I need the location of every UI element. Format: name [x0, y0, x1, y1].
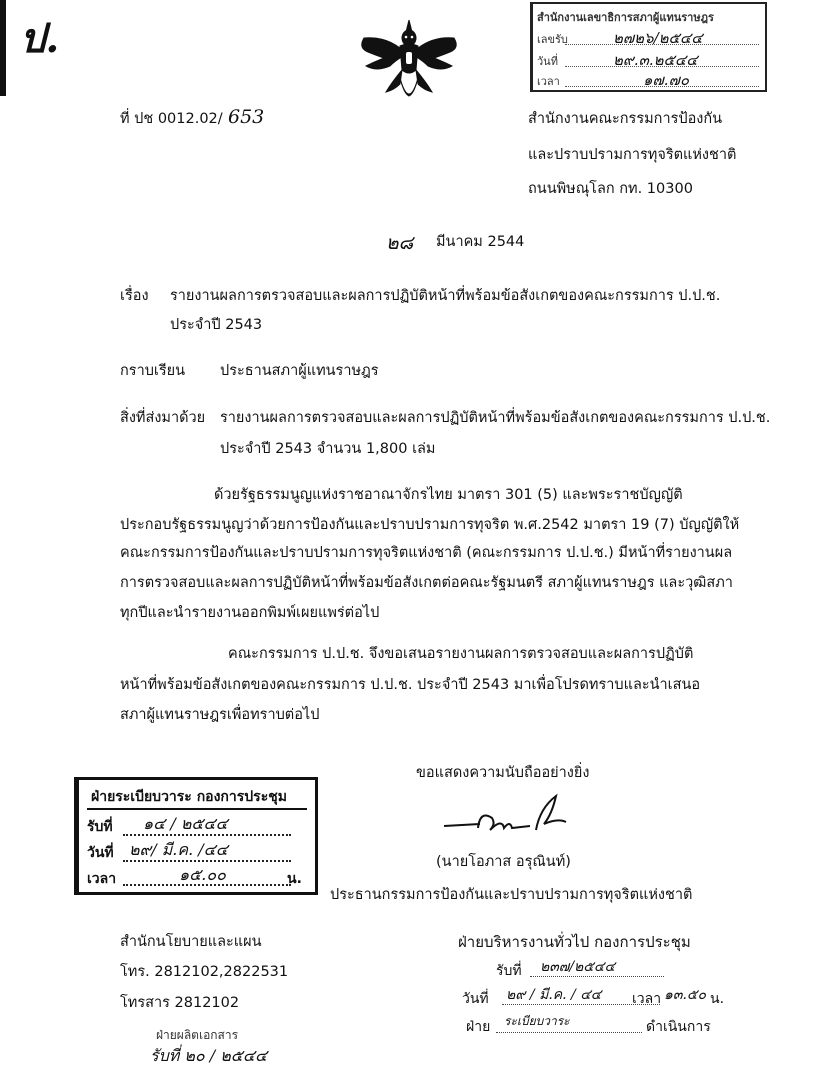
to-value: ประธานสภาผู้แทนราษฎร [220, 363, 379, 379]
stamp-time-value: ๑๓.๕๐ [664, 987, 707, 1003]
doc-number-value: 653 [228, 106, 265, 128]
sender-line-1: สำนักงานคณะกรรมการป้องกัน [528, 111, 723, 127]
paragraph-1-line: ทุกปีและนำรายงานออกพิมพ์เผยแพร่ต่อไป [120, 605, 380, 621]
stamp-number-value: ๑๔ / ๒๕๔๔ [143, 814, 228, 833]
stamp-dotted-line [496, 1032, 642, 1033]
date-text: มีนาคม 2544 [436, 234, 525, 250]
paragraph-1-line: ประกอบรัฐธรรมนูญว่าด้วยการป้องกันและปราบปรามการทุจริต พ.ศ.2542 มาตรา 19 (7) บัญญัติให้ [120, 517, 740, 533]
stamp-division-value: ระเบียบวาระ [504, 1014, 570, 1028]
signature-icon [440, 788, 580, 844]
paragraph-1-line: คณะกรรมการป้องกันและปราบปรามการทุจริตแห่งชาติ (คณะกรรมการ ป.ป.ช.) มีหน้าที่รายงานผล [120, 545, 733, 561]
stamp-label-number: รับที่ [87, 819, 113, 835]
sender-line-2: และปราบปรามการทุจริตแห่งชาติ [528, 147, 737, 163]
enclosure-line-1: รายงานผลการตรวจสอบและผลการปฏิบัติหน้าที่พร้อมข้อสังเกตของคณะกรรมการ ป.ป.ช. [220, 410, 771, 426]
stamp-time-value: ๑๗.๗๐ [643, 71, 690, 89]
received-stamp-top [530, 2, 767, 92]
stamp-number-value: ๒๗๒๖/๒๕๔๔ [613, 29, 703, 47]
sender-line-3: ถนนพิษณุโลก กท. 10300 [528, 181, 693, 197]
stamp-time-suffix: น. [710, 991, 725, 1007]
enclosure-line-2: ประจำปี 2543 จำนวน 1,800 เล่ม [220, 441, 436, 457]
paragraph-2-line: คณะกรรมการ ป.ป.ช. จึงขอเสนอรายงานผลการตรวจสอบและผลการปฏิบัติ [228, 646, 694, 662]
enclosure-label: สิ่งที่ส่งมาด้วย [120, 410, 206, 426]
stamp-label-division: ฝ่าย [466, 1019, 491, 1035]
stamp-label-time: เวลา [87, 871, 117, 887]
stamp-time-suffix: น. [287, 871, 302, 887]
bottom-cut-stamp-text: ฝ่ายผลิตเอกสาร [156, 1028, 239, 1042]
stamp-label-time: เวลา [632, 991, 662, 1007]
subject-line-1: รายงานผลการตรวจสอบและผลการปฏิบัติหน้าที่พร้อมข้อสังเกตของคณะกรรมการ ป.ป.ช. [170, 288, 721, 304]
stamp-label-time: เวลา [537, 75, 560, 88]
stamp-title: ฝ่ายระเบียบวาระ กองการประชุม [91, 789, 287, 805]
stamp-date-value: ๒๙ / มี.ค. / ๔๔ [506, 987, 602, 1003]
left-edge-mark [0, 0, 6, 96]
stamp-action-suffix: ดำเนินการ [646, 1019, 711, 1035]
stamp-date-value: ๒๙.๓.๒๕๔๔ [613, 51, 698, 69]
signer-title: ประธานกรรมการป้องกันและปราบปรามการทุจริตแห่งชาติ [330, 887, 693, 903]
stamp-number-value: ๒๓๗/๒๕๔๔ [540, 959, 616, 975]
footer-office-phone: โทร. 2812102,2822531 [120, 964, 289, 980]
bottom-cut-stamp-value: รับที่ ๒๐ / ๒๕๔๔ [150, 1046, 268, 1065]
date-day-handwritten: ๒๘ [386, 232, 414, 254]
doc-number-label: ที่ ปช 0012.02/ [120, 111, 223, 127]
stamp-label-number: เลขรับ [537, 33, 568, 46]
paragraph-2-line: หน้าที่พร้อมข้อสังเกตของคณะกรรมการ ป.ป.ช. ประจำปี 2543 มาเพื่อโปรดทราบและนำเสนอ [120, 677, 701, 693]
to-label: กราบเรียน [120, 363, 186, 379]
garuda-emblem-icon [354, 18, 464, 110]
stamp-label-date: วันที่ [462, 991, 489, 1007]
stamp-title: สำนักงานเลขาธิการสภาผู้แทนราษฎร [537, 11, 714, 24]
paragraph-1-line: การตรวจสอบและผลการปฏิบัติหน้าที่พร้อมข้อสังเกตต่อคณะรัฐมนตรี สภาผู้แทนราษฎร และวุฒิสภา [120, 575, 733, 591]
footer-office-name: สำนักนโยบายและแผน [120, 934, 262, 950]
paragraph-1-line: ด้วยรัฐธรรมนูญแห่งราชอาณาจักรไทย มาตรา 301 (5) และพระราชบัญญัติ [214, 487, 683, 503]
corner-handwritten-mark: ป. [20, 15, 60, 62]
stamp-label-number: รับที่ [496, 963, 522, 979]
subject-line-2: ประจำปี 2543 [170, 317, 263, 333]
stamp-label-date: วันที่ [537, 55, 558, 68]
agenda-stamp [74, 777, 318, 895]
footer-office-fax: โทรสาร 2812102 [120, 995, 240, 1011]
stamp-label-date: วันที่ [87, 845, 114, 861]
subject-label: เรื่อง [120, 288, 149, 304]
stamp-divider [87, 808, 307, 810]
stamp-date-value: ๒๙/ มี.ค. /๔๔ [129, 840, 228, 859]
paragraph-2-line: สภาผู้แทนราษฎรเพื่อทราบต่อไป [120, 707, 320, 723]
signer-name: (นายโอภาส อรุณินท์) [436, 854, 571, 870]
closing-text: ขอแสดงความนับถืออย่างยิ่ง [416, 765, 590, 781]
stamp-time-value: ๑๕.๐๐ [179, 865, 226, 884]
stamp-title: ฝ่ายบริหารงานทั่วไป กองการประชุม [458, 933, 691, 951]
